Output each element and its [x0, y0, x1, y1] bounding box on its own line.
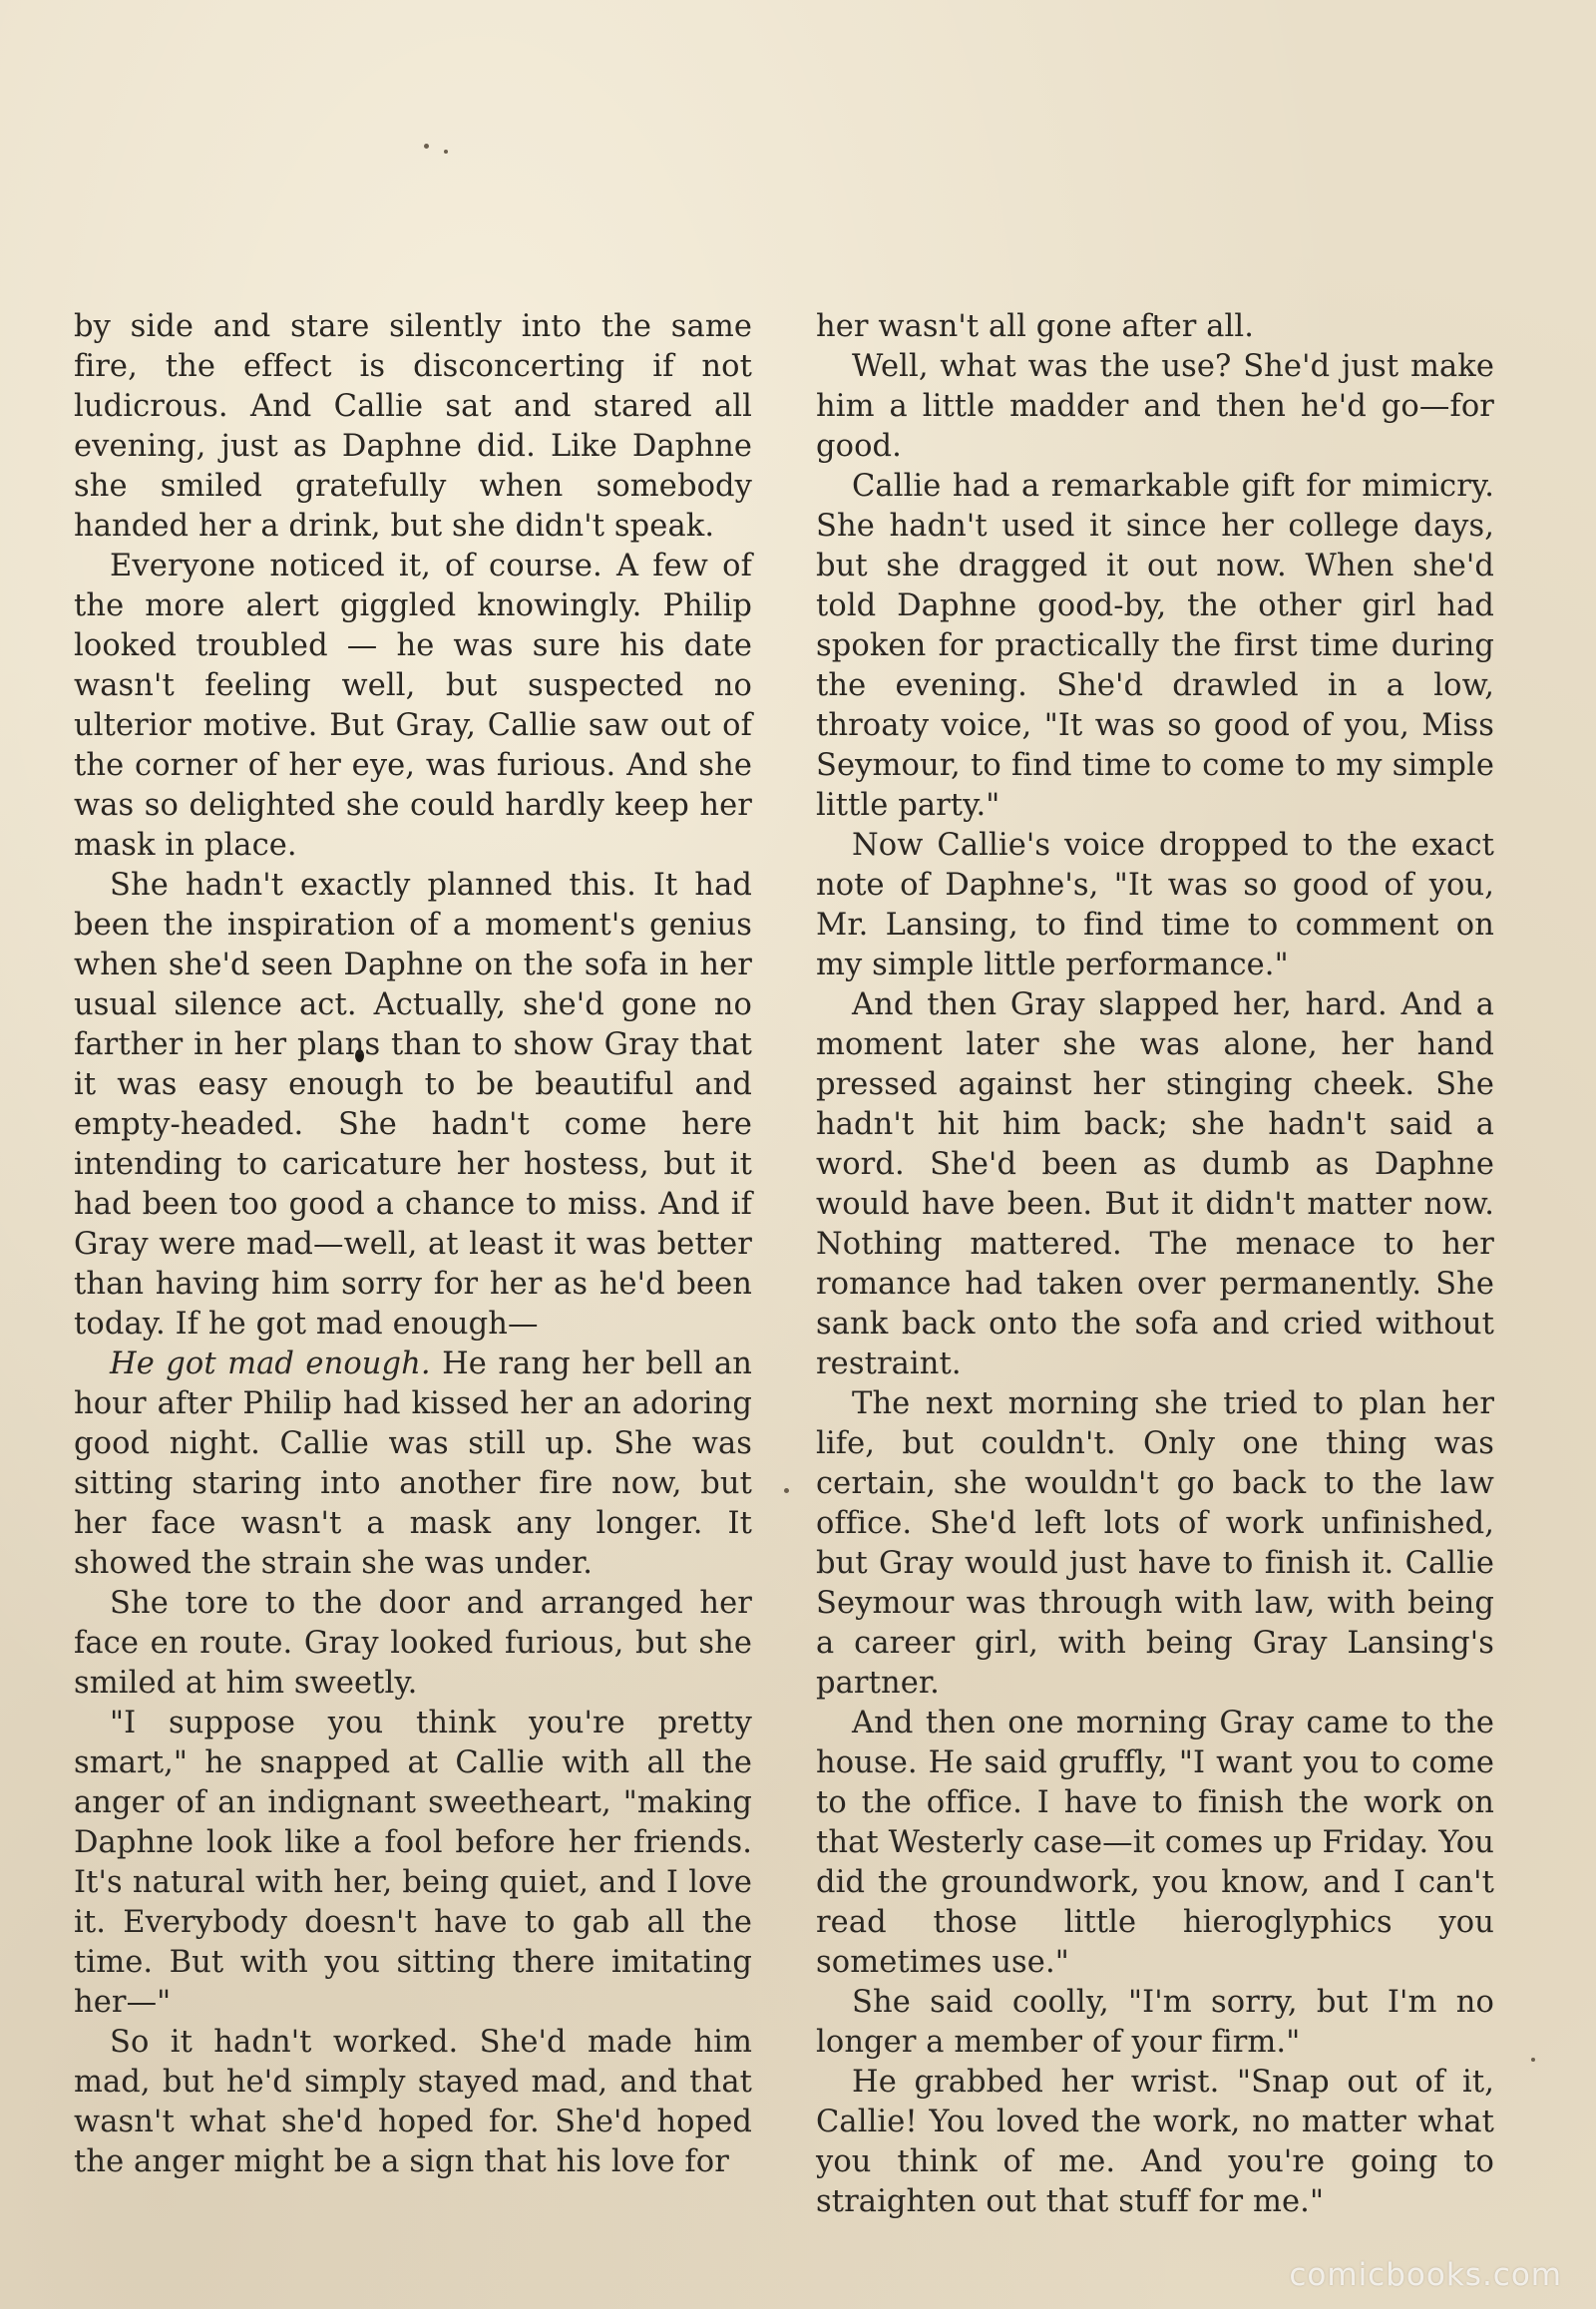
paragraph-text: He rang her bell an hour after Philip had kissed her an adoring good night. Callie was still up. She was sitting staring into another fire now, but her face wasn't a mask any longer. It showed the strain she was under.	[74, 1347, 752, 1581]
paragraph: her wasn't all gone after all.	[816, 309, 1254, 344]
paragraph: Everyone noticed it, of course. A few of the more alert giggled knowingly. Philip looked troubled — he was sure his date wasn't feeling well, but suspected no ulterior motive. But Gray, Callie saw out of the corner of her eye, was furious. And she was so delighted she could hardly keep her mask in place.	[74, 549, 752, 863]
italic-lead-text: He got mad enough.	[110, 1347, 431, 1381]
paragraph: "I suppose you think you're pretty smart," he snapped at Callie with all the anger of an indignant sweetheart, "making Daphne look like a fool before her friends. It's natural with her, being quiet, and I love it. Everybody doesn't have to gab all the time. But with you sitting there imitating her—"	[74, 1706, 752, 2020]
paragraph	[74, 1345, 752, 1584]
paragraph: And then Gray slapped her, hard. And a moment later she was alone, her hand pressed against her stinging cheek. She hadn't hit him back; she hadn't said a word. She'd been as dumb as Daphne would have been. But it didn't matter now. Nothing mattered. The menace to her romance had taken over permanently. She sank back onto the sofa and cried without restraint.	[816, 987, 1494, 1381]
paragraph: And then one morning Gray came to the house. He said gruffly, "I want you to come to the office. I have to finish the work on that Westerly case—it comes up Friday. You did the groundwork, you know, and I can't read those little hieroglyphics you sometimes use."	[816, 1706, 1494, 1980]
paragraph: She hadn't exactly planned this. It had been the inspiration of a moment's genius when she'd seen Daphne on the sofa in her usual silence act. Actually, she'd gone no farther in her plans than to show Gray that it was easy enough to be beautiful and empty-headed. She hadn't come here intending to caricature her hostess, but it had been too good a chance to miss. And if Gray were mad—well, at least it was better than having him sorry for her as he'd been today. If he got mad enough—	[74, 868, 752, 1342]
paragraph: Well, what was the use? She'd just make him a little madder and then he'd go—for good.	[816, 349, 1494, 464]
paragraph: She said coolly, "I'm sorry, but I'm no longer a member of your firm."	[816, 1985, 1494, 2060]
paragraph: Callie had a remarkable gift for mimicry. She hadn't used it since her college days, but she dragged it out now. When she'd told Daphne good-by, the other girl had spoken for practically the first time during the evening. She'd drawled in a low, throaty voice, "It was so good of you, Miss Seymour, to find time to come to my simple little party."	[816, 469, 1494, 823]
paragraph: He grabbed her wrist. "Snap out of it, Callie! You loved the work, no matter what you think of me. And you're going to straighten out that stuff for me."	[816, 2065, 1494, 2219]
left-text-column	[74, 307, 752, 2182]
paragraph: The next morning she tried to plan her life, but couldn't. Only one thing was certain, she wouldn't go back to the law office. She'd left lots of work unfinished, but Gray would just have to finish it. Callie Seymour was through with law, with being a career girl, with being Gray Lansing's partner.	[816, 1386, 1494, 1701]
site-watermark: comicbooks.com	[1289, 2257, 1562, 2293]
paragraph: So it hadn't worked. She'd made him mad, but he'd simply stayed mad, and that wasn't what she'd hoped for. She'd hoped the anger might be a sign that his love for	[74, 2025, 752, 2179]
ink-speck	[424, 144, 429, 149]
ink-speck	[1531, 2058, 1535, 2062]
ink-speck	[784, 1488, 789, 1493]
paragraph: She tore to the door and arranged her face en route. Gray looked furious, but she smiled at him sweetly.	[74, 1586, 752, 1701]
ink-speck	[444, 150, 448, 154]
paragraph: by side and stare silently into the same fire, the effect is disconcerting if not ludicrous. And Callie sat and stared all evening, just as Daphne did. Like Daphne she smiled gratefully when somebody handed her a drink, but she didn't speak.	[74, 309, 752, 544]
right-text-column	[816, 307, 1494, 2222]
paragraph: Now Callie's voice dropped to the exact note of Daphne's, "It was so good of you, Mr. Lansing, to find time to comment on my simple little performance."	[816, 828, 1494, 982]
